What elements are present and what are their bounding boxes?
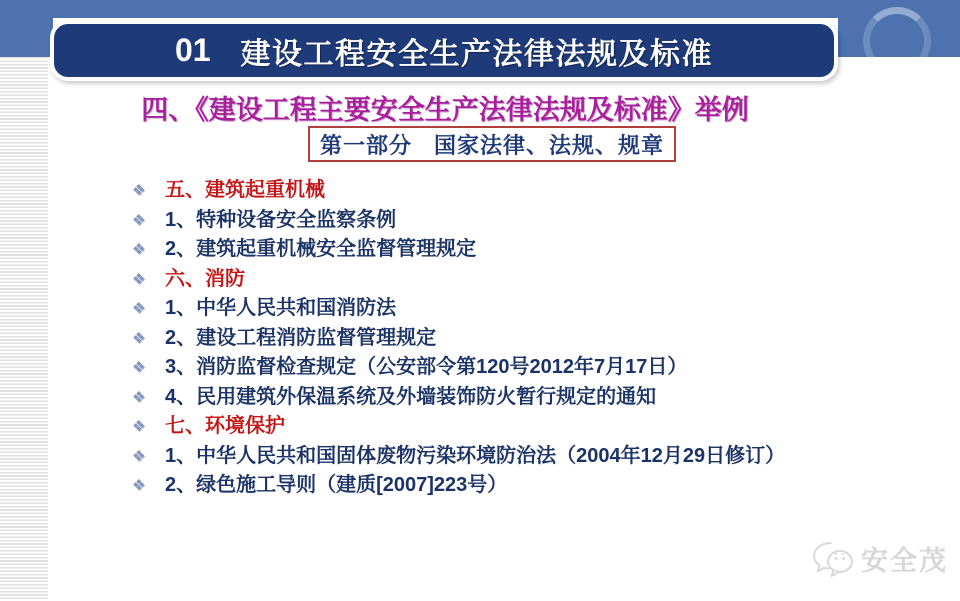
list-item-text: 六、消防 xyxy=(165,267,245,290)
left-corner-block xyxy=(0,0,53,57)
diamond-bullet-icon: ❖ xyxy=(132,300,146,317)
right-corner-block xyxy=(838,0,960,57)
diamond-bullet-icon: ❖ xyxy=(132,359,146,376)
part-scope-label: 国家法律、法规、规章 xyxy=(434,132,665,158)
part-number-label: 第一部分 xyxy=(319,132,412,158)
list-item-text: 五、建筑起重机械 xyxy=(165,179,325,201)
list-item xyxy=(132,415,852,445)
diamond-bullet-icon: ❖ xyxy=(132,211,146,229)
left-pinstripe-decoration xyxy=(0,57,48,601)
chapter-banner xyxy=(50,20,838,81)
list-item xyxy=(132,209,852,239)
chat-bubbles-logo-icon xyxy=(810,540,856,578)
list-item xyxy=(132,297,852,327)
law-list xyxy=(132,179,852,504)
crescent-arc-icon xyxy=(863,7,931,57)
list-item xyxy=(132,445,852,475)
list-item xyxy=(132,179,852,209)
chapter-number: 01 xyxy=(174,32,211,68)
diamond-bullet-icon: ❖ xyxy=(132,241,146,258)
list-item xyxy=(132,327,852,357)
list-item-text: 2、绿色施工导则（建质[2007]223号） xyxy=(165,474,508,496)
part-label-box xyxy=(308,126,676,162)
list-item-text: 2、建筑起重机械安全监督管理规定 xyxy=(165,238,477,260)
list-item xyxy=(132,474,852,504)
list-item-text: 4、民用建筑外保温系统及外墙装饰防火暂行规定的通知 xyxy=(165,385,657,408)
diamond-bullet-icon: ❖ xyxy=(132,270,146,288)
watermark-text: 安全茂 xyxy=(861,546,948,576)
list-item xyxy=(132,268,852,298)
diamond-bullet-icon: ❖ xyxy=(132,418,146,435)
diamond-bullet-icon: ❖ xyxy=(132,329,146,347)
list-item-text: 1、中华人民共和国固体废物污染环境防治法（2004年12月29日修订） xyxy=(165,444,786,467)
watermark xyxy=(810,539,948,578)
list-item xyxy=(132,356,852,386)
diamond-bullet-icon: ❖ xyxy=(132,477,146,494)
list-item xyxy=(132,386,852,416)
list-item-text: 1、特种设备安全监察条例 xyxy=(165,208,397,231)
list-item-text: 1、中华人民共和国消防法 xyxy=(165,297,397,319)
diamond-bullet-icon: ❖ xyxy=(132,388,146,406)
list-item-text: 七、环境保护 xyxy=(165,415,285,437)
list-item-text: 3、消防监督检查规定（公安部令第120号2012年7月17日） xyxy=(165,356,688,378)
list-item-text: 2、建设工程消防监督管理规定 xyxy=(165,326,437,349)
diamond-bullet-icon: ❖ xyxy=(132,182,146,199)
diamond-bullet-icon: ❖ xyxy=(132,447,146,465)
section-title: 四、《建设工程主要安全生产法律法规及标准》举例 xyxy=(141,95,749,125)
top-ribbon xyxy=(0,0,960,18)
list-item xyxy=(132,238,852,268)
chapter-title: 建设工程安全生产法律法规及标准 xyxy=(240,37,714,71)
